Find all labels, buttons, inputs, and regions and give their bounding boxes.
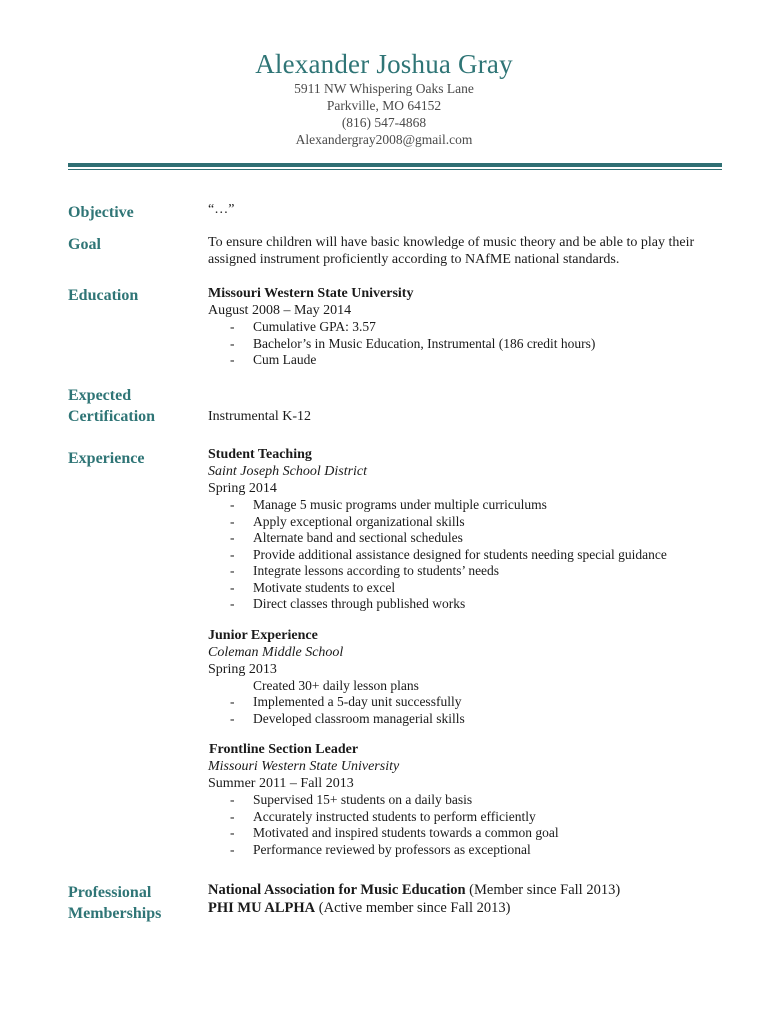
- membership-detail: (Active member since Fall 2013): [315, 900, 511, 916]
- membership-name: PHI MU ALPHA: [208, 900, 316, 916]
- list-item: - Motivated and inspired students towards a common goal: [208, 825, 708, 842]
- certification-text: Instrumental K-12: [208, 409, 312, 424]
- job-title: Junior Experience: [208, 627, 318, 643]
- email-address: Alexandergray2008@gmail.com: [295, 132, 473, 147]
- job-duties-list: [208, 497, 708, 613]
- membership-item: [208, 881, 708, 899]
- address-line-2: Parkville, MO 64152: [326, 98, 442, 113]
- header-divider-thin: [68, 169, 722, 170]
- job-duties-list: [208, 792, 708, 858]
- memberships-label-line-1: Professional: [68, 884, 152, 901]
- job-duties-list: [208, 678, 708, 695]
- goal-text: To ensure children will have basic knowledge of music theory and be able to play their assigned instrument proficiently according to NAfME national standards.: [208, 235, 695, 267]
- certification-label: [68, 385, 155, 427]
- job-title: Student Teaching: [208, 447, 312, 462]
- job-dates: Summer 2011 – Fall 2013: [208, 776, 354, 791]
- memberships-content: [208, 881, 708, 917]
- list-item: - Alternate band and sectional schedules: [208, 530, 708, 547]
- list-item: - Implemented a 5-day unit successfully: [208, 694, 708, 711]
- membership-detail: (Member since Fall 2013): [465, 882, 621, 898]
- header-divider-thick: [68, 163, 722, 167]
- list-item: - Direct classes through published works: [208, 596, 708, 613]
- list-item: - Performance reviewed by professors as exceptional: [208, 842, 708, 859]
- list-item: - Provide additional assistance designed for students needing special guidance: [208, 547, 708, 564]
- membership-name: National Association for Music Education: [208, 882, 466, 898]
- list-item: - Accurately instructed students to perform efficiently: [208, 809, 708, 826]
- list-item: - Motivate students to excel: [208, 580, 708, 597]
- resume-name: Alexander Joshua Gray: [255, 49, 513, 79]
- list-item: - Bachelor’s in Music Education, Instrumental (186 credit hours): [208, 336, 708, 353]
- certification-label-line-2: Certification: [68, 408, 156, 425]
- experience-content: [208, 446, 708, 858]
- education-content: [208, 285, 708, 369]
- education-list: [208, 319, 708, 369]
- job-duties-list: [208, 694, 708, 727]
- list-item: - Supervised 15+ students on a daily basis: [208, 792, 708, 809]
- list-item: - Cumulative GPA: 3.57: [208, 319, 708, 336]
- list-item: - Cum Laude: [208, 352, 708, 369]
- list-item: - Developed classroom managerial skills: [208, 711, 708, 728]
- resume-header: [0, 48, 768, 148]
- list-item: Created 30+ daily lesson plans: [253, 677, 419, 693]
- list-item: - Manage 5 music programs under multiple curriculums: [208, 497, 708, 514]
- experience-label: Experience: [68, 450, 145, 467]
- job-title: Frontline Section Leader: [209, 742, 359, 757]
- membership-item: [208, 899, 708, 917]
- goal-label: Goal: [68, 236, 101, 253]
- list-item: - Integrate lessons according to students’ needs: [208, 563, 708, 580]
- education-label: Education: [68, 287, 139, 304]
- memberships-label-line-2: Memberships: [68, 905, 162, 922]
- certification-label-line-1: Expected: [68, 387, 132, 404]
- education-dates: August 2008 – May 2014: [208, 303, 352, 318]
- job-organization: Coleman Middle School: [208, 644, 344, 660]
- address-line-1: 5911 NW Whispering Oaks Lane: [294, 81, 474, 96]
- objective-text: “…”: [208, 202, 235, 217]
- memberships-label: [68, 882, 161, 924]
- objective-label: Objective: [68, 204, 134, 221]
- job-organization: Saint Joseph School District: [208, 464, 368, 479]
- education-school: Missouri Western State University: [208, 286, 414, 301]
- job-dates: Spring 2013: [208, 661, 277, 677]
- phone-number: (816) 547-4868: [341, 115, 427, 130]
- list-item: - Apply exceptional organizational skills: [208, 514, 708, 531]
- job-dates: Spring 2014: [208, 481, 277, 496]
- job-organization: Missouri Western State University: [208, 759, 400, 774]
